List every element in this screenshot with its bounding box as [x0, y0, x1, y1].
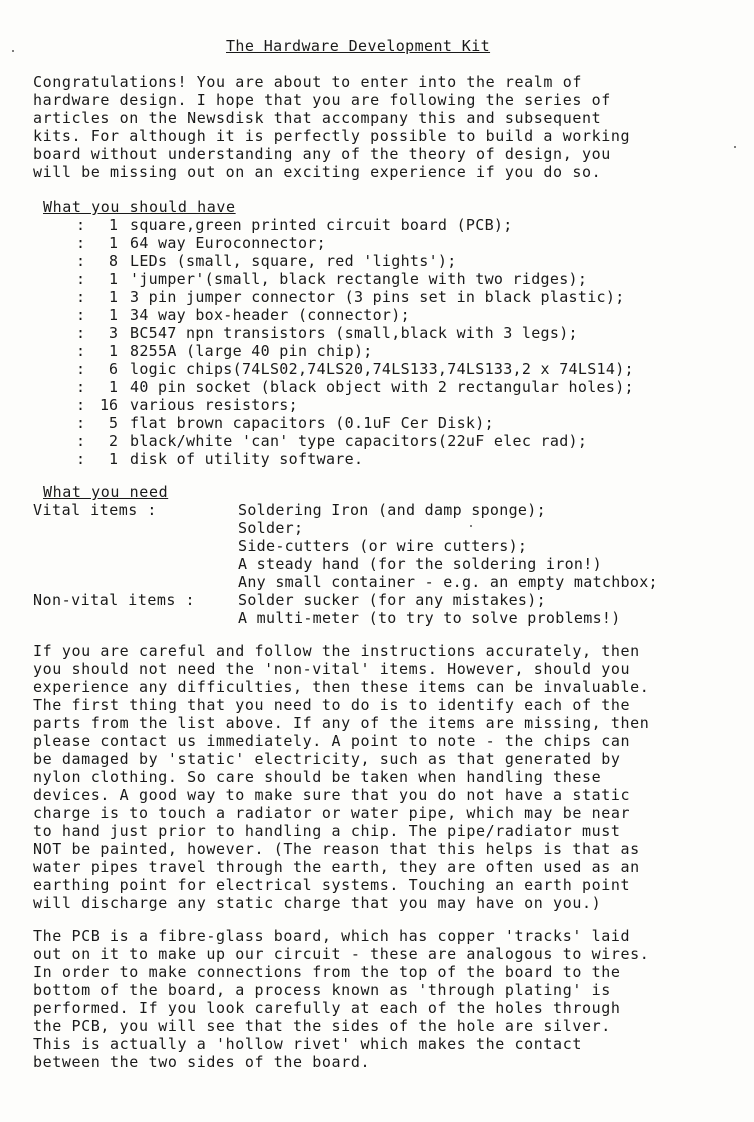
colon-marker: :: [76, 252, 86, 270]
item-text: various resistors;: [130, 396, 298, 414]
paragraph-line: nylon clothing. So care should be taken when handling these: [33, 768, 602, 786]
paragraph-line: bottom of the board, a process known as 'through plating' is: [33, 981, 611, 999]
vital-item: Solder;: [238, 519, 304, 537]
item-quantity: 1: [108, 306, 118, 324]
paragraph-line: NOT be painted, however. (The reason that this helps is that as: [33, 840, 640, 858]
scan-speck: [734, 146, 736, 148]
item-quantity: 2: [108, 432, 118, 450]
item-quantity: 1: [108, 234, 118, 252]
item-quantity: 1: [108, 342, 118, 360]
scan-speck: [12, 50, 14, 52]
paragraph-line: to hand just prior to handling a chip. The pipe/radiator must: [33, 822, 621, 840]
paragraph-line: be damaged by 'static' electricity, such as that generated by: [33, 750, 621, 768]
intro-line: hardware design. I hope that you are following the series of: [33, 91, 611, 109]
colon-marker: :: [76, 450, 86, 468]
scan-speck: [470, 525, 472, 527]
paragraph-line: The PCB is a fibre-glass board, which has copper 'tracks' laid: [33, 927, 631, 945]
paragraph-line: parts from the list above. If any of the items are missing, then: [33, 714, 650, 732]
paragraph-line: In order to make connections from the top of the board to the: [33, 963, 621, 981]
page-title: The Hardware Development Kit: [226, 37, 491, 55]
intro-line: kits. For although it is perfectly possible to build a working: [33, 127, 631, 145]
paragraph-line: water pipes travel through the earth, they are often used as an: [33, 858, 640, 876]
vital-item: A steady hand (for the soldering iron!): [238, 555, 602, 573]
item-text: LEDs (small, square, red 'lights');: [130, 252, 457, 270]
paragraph-line: will discharge any static charge that you may have on you.): [33, 894, 602, 912]
vital-item: Side-cutters (or wire cutters);: [238, 537, 528, 555]
colon-marker: :: [76, 324, 86, 342]
non-vital-item: A multi-meter (to try to solve problems!): [238, 609, 621, 627]
item-text: 'jumper'(small, black rectangle with two ridges);: [130, 270, 588, 288]
paragraph-line: between the two sides of the board.: [33, 1053, 371, 1071]
item-text: 3 pin jumper connector (3 pins set in black plastic);: [130, 288, 625, 306]
colon-marker: :: [76, 396, 86, 414]
paragraph-line: If you are careful and follow the instructions accurately, then: [33, 642, 640, 660]
non-vital-item: Solder sucker (for any mistakes);: [238, 591, 546, 609]
paragraph-line: the PCB, you will see that the sides of the hole are silver.: [33, 1017, 611, 1035]
paragraph-line: charge is to touch a radiator or water pipe, which may be near: [33, 804, 631, 822]
item-quantity: 1: [108, 378, 118, 396]
paragraph-line: please contact us immediately. A point to note - the chips can: [33, 732, 631, 750]
paragraph-line: The first thing that you need to do is to identify each of the: [33, 696, 631, 714]
item-quantity: 3: [108, 324, 118, 342]
item-quantity: 1: [108, 270, 118, 288]
colon-marker: :: [76, 378, 86, 396]
item-quantity: 1: [108, 216, 118, 234]
vital-item: Any small container - e.g. an empty matchbox;: [238, 573, 658, 591]
vital-items-label: Vital items :: [33, 501, 157, 519]
have-heading: What you should have: [43, 198, 236, 216]
item-text: square,green printed circuit board (PCB);: [130, 216, 513, 234]
colon-marker: :: [76, 414, 86, 432]
intro-line: Congratulations! You are about to enter into the realm of: [33, 73, 582, 91]
colon-marker: :: [76, 342, 86, 360]
colon-marker: :: [76, 216, 86, 234]
non-vital-items-label: Non-vital items :: [33, 591, 196, 609]
item-text: 40 pin socket (black object with 2 rectangular holes);: [130, 378, 634, 396]
paragraph-line: out on it to make up our circuit - these are analogous to wires.: [33, 945, 650, 963]
item-quantity: 1: [108, 288, 118, 306]
colon-marker: :: [76, 306, 86, 324]
item-text: flat brown capacitors (0.1uF Cer Disk);: [130, 414, 494, 432]
item-text: 64 way Euroconnector;: [130, 234, 326, 252]
item-text: logic chips(74LS02,74LS20,74LS133,74LS133,2 x 74LS14);: [130, 360, 634, 378]
intro-line: articles on the Newsdisk that accompany this and subsequent: [33, 109, 602, 127]
colon-marker: :: [76, 288, 86, 306]
item-quantity: 6: [108, 360, 118, 378]
paragraph-line: performed. If you look carefully at each of the holes through: [33, 999, 621, 1017]
paragraph-line: you should not need the 'non-vital' items. However, should you: [33, 660, 631, 678]
colon-marker: :: [76, 234, 86, 252]
paragraph-line: experience any difficulties, then these items can be invaluable.: [33, 678, 650, 696]
intro-line: will be missing out on an exciting experience if you do so.: [33, 163, 602, 181]
item-text: BC547 npn transistors (small,black with 3 legs);: [130, 324, 578, 342]
item-quantity: 5: [108, 414, 118, 432]
item-text: 8255A (large 40 pin chip);: [130, 342, 373, 360]
item-quantity: 1: [108, 450, 118, 468]
item-text: disk of utility software.: [130, 450, 364, 468]
colon-marker: :: [76, 360, 86, 378]
paragraph-line: devices. A good way to make sure that you do not have a static: [33, 786, 631, 804]
need-heading: What you need: [43, 483, 169, 501]
colon-marker: :: [76, 270, 86, 288]
item-text: black/white 'can' type capacitors(22uF elec rad);: [130, 432, 588, 450]
colon-marker: :: [76, 432, 86, 450]
paragraph-line: This is actually a 'hollow rivet' which makes the contact: [33, 1035, 582, 1053]
vital-item: Soldering Iron (and damp sponge);: [238, 501, 546, 519]
intro-line: board without understanding any of the theory of design, you: [33, 145, 611, 163]
item-quantity: 8: [108, 252, 118, 270]
item-quantity: 16: [99, 396, 118, 414]
item-text: 34 way box-header (connector);: [130, 306, 410, 324]
paragraph-line: earthing point for electrical systems. Touching an earth point: [33, 876, 631, 894]
